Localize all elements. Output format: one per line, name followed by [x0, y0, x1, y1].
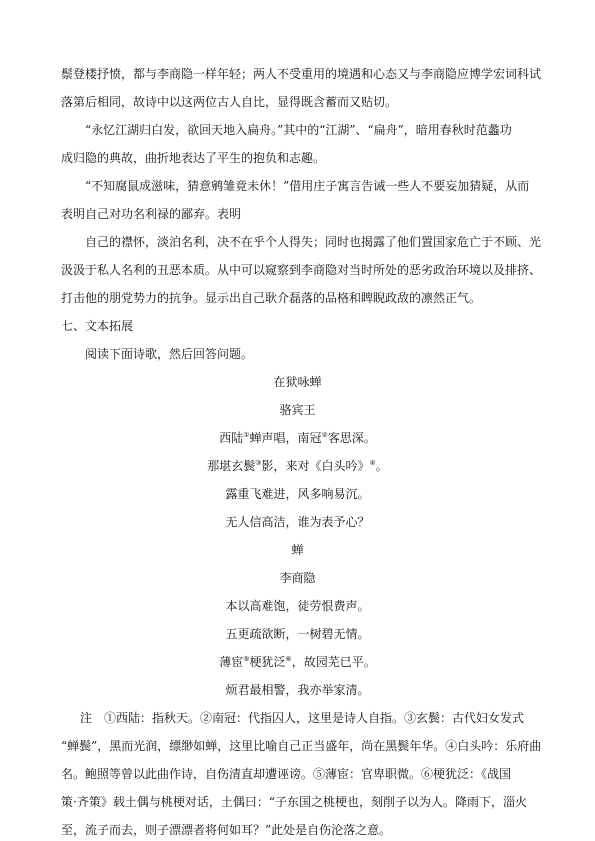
poem-line: 烦君最相警，我亦举家清。 — [225, 683, 370, 697]
poem-line: 五更疏欲断，一树碧无情。 — [225, 627, 370, 641]
poem-author: 李商隐 — [279, 571, 316, 585]
note-line: “蝉鬓”，黑而光润，缥缈如蝉，这里比喻自己正当盛年，尚在黑鬓年华。④白头吟：乐府曲 — [61, 739, 542, 753]
analysis-line: 自己的襟怀，淡泊名利，决不在乎个人得失；同时也揭露了他们置国家危亡于不顾、光 — [85, 235, 542, 249]
poem-author: 骆宾王 — [279, 403, 316, 417]
poem-line: 无人信高洁，谁为表予心？ — [225, 515, 370, 529]
note-line: 策·齐策》载土偶与桃梗对话，土偶曰：“子东国之桃梗也，刻削子以为人。降雨下，淄火 — [61, 795, 527, 809]
poem-line: 西陆①蝉声唱，南冠②客思深。 — [219, 431, 376, 445]
analysis-line: 打击他的朋党势力的抗争。显示出自己耿介磊落的品格和睥睨政敌的凛然正气。 — [61, 291, 482, 305]
analysis-line: 成归隐的典故，曲折地表达了平生的抱负和志趣。 — [61, 151, 326, 165]
instruction: 阅读下面诗歌，然后回答问题。 — [85, 347, 254, 361]
poem-title: 在狱咏蝉 — [273, 375, 322, 389]
analysis-line: 表明自己对功名利禄的鄙弃。表明 — [61, 207, 242, 221]
analysis-line: 汲汲于私人名利的丑恶本质。从中可以窥察到李商隐对当时所处的恶劣政治环境以及排挤、 — [61, 263, 542, 277]
analysis-line: 落第后相同，故诗中以这两位古人自比，显得既含蓄而又贴切。 — [61, 95, 398, 109]
poem-line: 薄宦⑤梗犹泛⑥，故园芜已平。 — [219, 655, 376, 669]
analysis-line: “永忆江湖归白发，欲回天地入扁舟。”其中的“江湖”、“扁舟”，暗用春秋时范蠡功 — [85, 123, 512, 137]
note-line: 注 ①西陆：指秋天。②南冠：代指囚人，这里是诗人自指。③玄鬓：古代妇女发式 — [80, 711, 525, 725]
note-line: 至，流子而去，则子漂漂者将何如耳？”此处是自伤沦落之意。 — [61, 823, 392, 837]
poem-title: 蝉 — [291, 543, 304, 557]
poem-line: 露重飞难进，风多响易沉。 — [225, 487, 370, 501]
note-line: 名。鲍照等曾以此曲作诗，自伤清直却遭诬谤。⑤薄宦：官卑职微。⑥梗犹泛：《战国 — [61, 767, 512, 781]
section-heading: 七、文本拓展 — [61, 319, 134, 333]
poem-line: 本以高难饱，徒劳恨费声。 — [225, 599, 370, 613]
analysis-line: “不知腐鼠成滋味，猜意鹓雏竟未休！”借用庄子寓言告诫一些人不要妄加猜疑，从而 — [85, 179, 530, 193]
poem-line: 那堪玄鬓③影，来对《白头吟》④。 — [207, 459, 388, 473]
analysis-line: 鬃登楼抒愤，都与李商隐一样年轻；两人不受重用的境遇和心态又与李商隐应博学宏词科试 — [61, 67, 542, 81]
